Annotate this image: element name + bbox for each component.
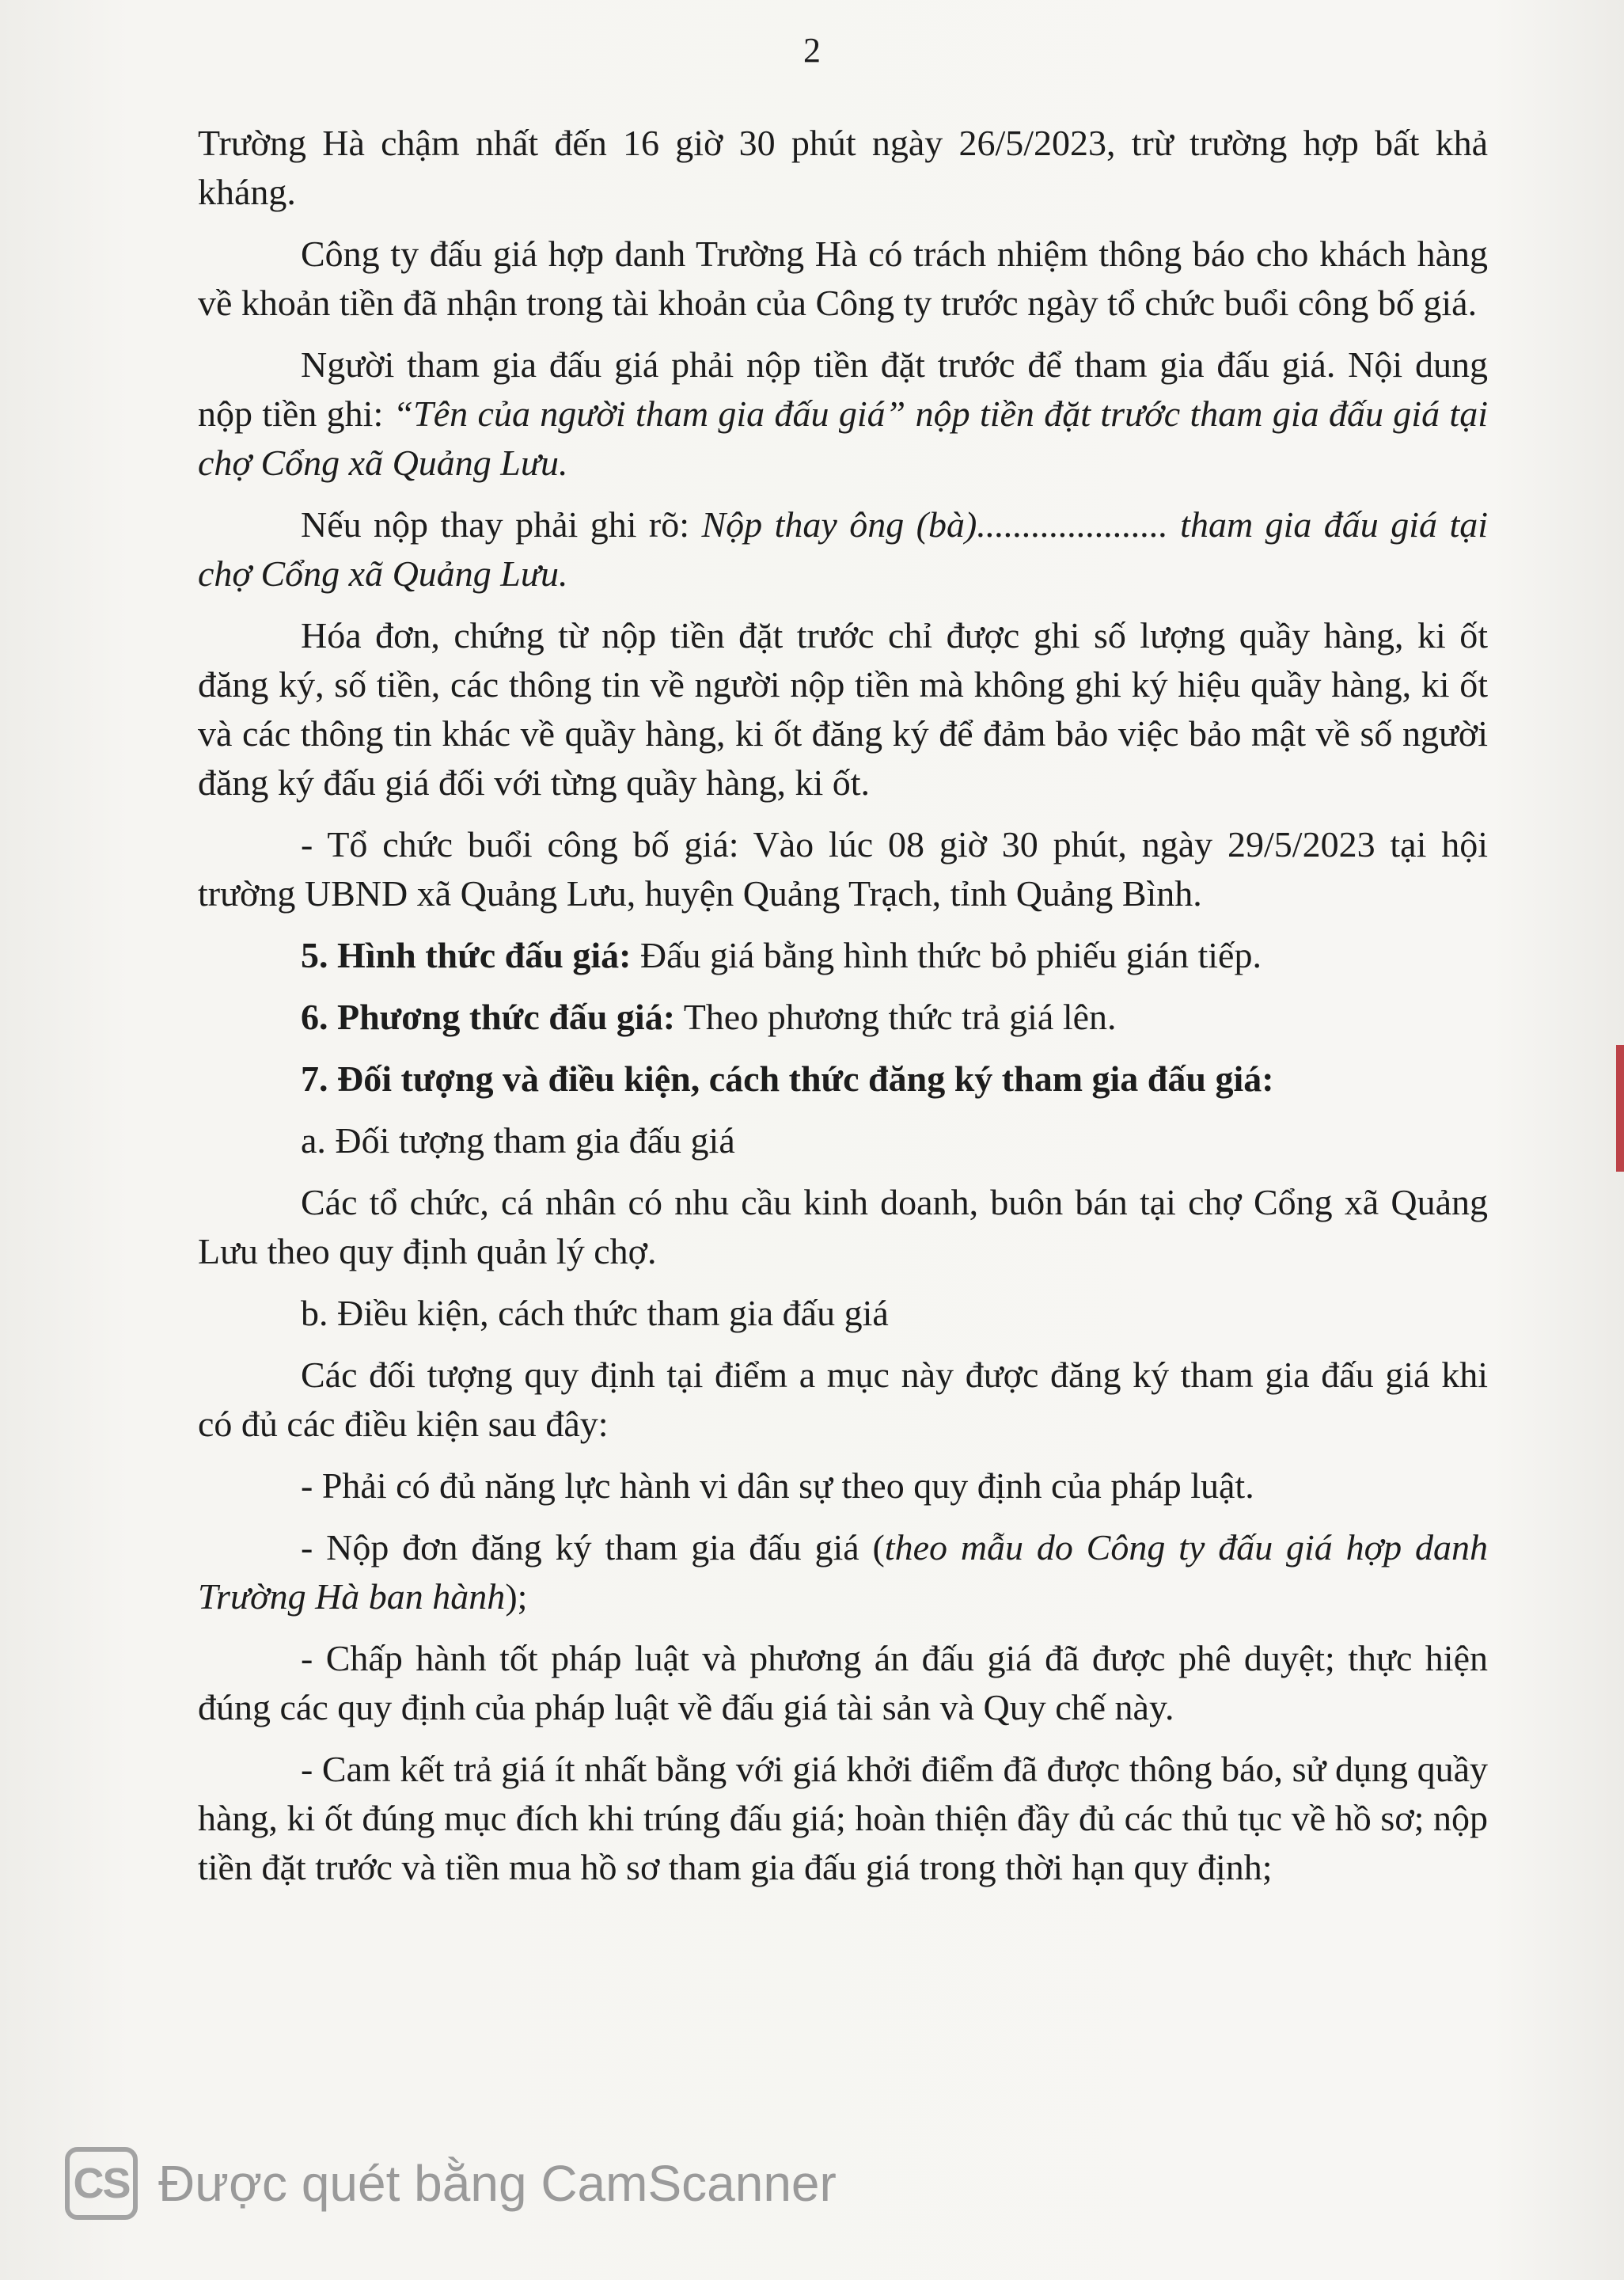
proxy-text-italic: Nộp thay ông (bà)..................... tham gia đấu giá tại chợ Cổng xã Quảng Lưu. — [198, 504, 1488, 594]
page-edge-decoration — [1616, 1045, 1624, 1172]
section-6-label: 6. Phương thức đấu giá: — [301, 997, 676, 1037]
condition-1: - Phải có đủ năng lực hành vi dân sự theo quy định của pháp luật. — [301, 1465, 1254, 1506]
camscanner-watermark — [65, 2147, 837, 2220]
deposit-text: Người tham gia đấu giá phải nộp tiền đặt trước để tham gia đấu giá. Nội dung nộp tiền ghi: — [198, 344, 1488, 434]
watermark-text: Được quét bằng CamScanner — [158, 2155, 837, 2212]
section-7a-text: Các tổ chức, cá nhân có nhu cầu kinh doanh, buôn bán tại chợ Cổng xã Quảng Lưu theo quy định quản lý chợ. — [198, 1182, 1488, 1271]
section-7b-heading: b. Điều kiện, cách thức tham gia đấu giá — [301, 1293, 889, 1333]
camscanner-logo-icon: CS — [65, 2147, 138, 2220]
section-5-label: 5. Hình thức đấu giá: — [301, 935, 632, 975]
paragraph-proxy-payment — [198, 500, 1488, 598]
paragraph-company-notice: Công ty đấu giá hợp danh Trường Hà có trách nhiệm thông báo cho khách hàng về khoản tiền đã nhận trong tài khoản của Công ty trước ngày tổ chức buổi công bố giá. — [198, 234, 1488, 323]
paragraph-announcement: - Tổ chức buổi công bố giá: Vào lúc 08 giờ 30 phút, ngày 29/5/2023 tại hội trường UBND xã Quảng Lưu, huyện Quảng Trạch, tỉnh Quảng Bình. — [198, 824, 1488, 914]
section-7-heading: 7. Đối tượng và điều kiện, cách thức đăng ký tham gia đấu giá: — [301, 1058, 1274, 1099]
paragraph-invoice: Hóa đơn, chứng từ nộp tiền đặt trước chỉ được ghi số lượng quầy hàng, ki ốt đăng ký, số tiền, các thông tin về người nộp tiền mà không ghi ký hiệu quầy hàng, ki ốt và các thông tin khác về quầy hàng, ki ốt đăng ký để đảm bảo việc bảo mật về số người đăng ký đấu giá đối với từng quầy hàng, ki ốt. — [198, 615, 1488, 803]
condition-2 — [198, 1523, 1488, 1621]
condition-2-italic: theo mẫu do Công ty đấu giá hợp danh Trường Hà ban hành — [198, 1527, 1488, 1617]
section-5-text: Đấu giá bằng hình thức bỏ phiếu gián tiếp. — [631, 935, 1262, 975]
section-6 — [198, 993, 1488, 1042]
condition-2-end: ); — [505, 1576, 528, 1617]
page-number: 2 — [803, 31, 821, 70]
section-5 — [198, 931, 1488, 980]
section-6-text: Theo phương thức trả giá lên. — [675, 997, 1117, 1037]
deposit-content-italic: “Tên của người tham gia đấu giá” nộp tiền đặt trước tham gia đấu giá tại chợ Cổng xã Quảng Lưu. — [198, 393, 1488, 483]
document-body — [198, 119, 1488, 1905]
section-7b-intro: Các đối tượng quy định tại điểm a mục này được đăng ký tham gia đấu giá khi có đủ các điều kiện sau đây: — [198, 1355, 1488, 1444]
condition-3: - Chấp hành tốt pháp luật và phương án đấu giá đã được phê duyệt; thực hiện đúng các quy định của pháp luật về đấu giá tài sản và Quy chế này. — [198, 1638, 1488, 1727]
condition-4: - Cam kết trả giá ít nhất bằng với giá khởi điểm đã được thông báo, sử dụng quầy hàng, ki ốt đúng mục đích khi trúng đấu giá; hoàn thiện đầy đủ các thủ tục về hồ sơ; nộp tiền đặt trước và tiền mua hồ sơ tham gia đấu giá trong thời hạn quy định; — [198, 1749, 1488, 1887]
section-7a-heading: a. Đối tượng tham gia đấu giá — [301, 1120, 735, 1161]
paragraph-continuation: Trường Hà chậm nhất đến 16 giờ 30 phút ngày 26/5/2023, trừ trường hợp bất khả kháng. — [198, 123, 1488, 212]
proxy-text: Nếu nộp thay phải ghi rõ: — [301, 504, 702, 545]
condition-2-text: - Nộp đơn đăng ký tham gia đấu giá ( — [301, 1527, 885, 1568]
paragraph-deposit — [198, 340, 1488, 488]
